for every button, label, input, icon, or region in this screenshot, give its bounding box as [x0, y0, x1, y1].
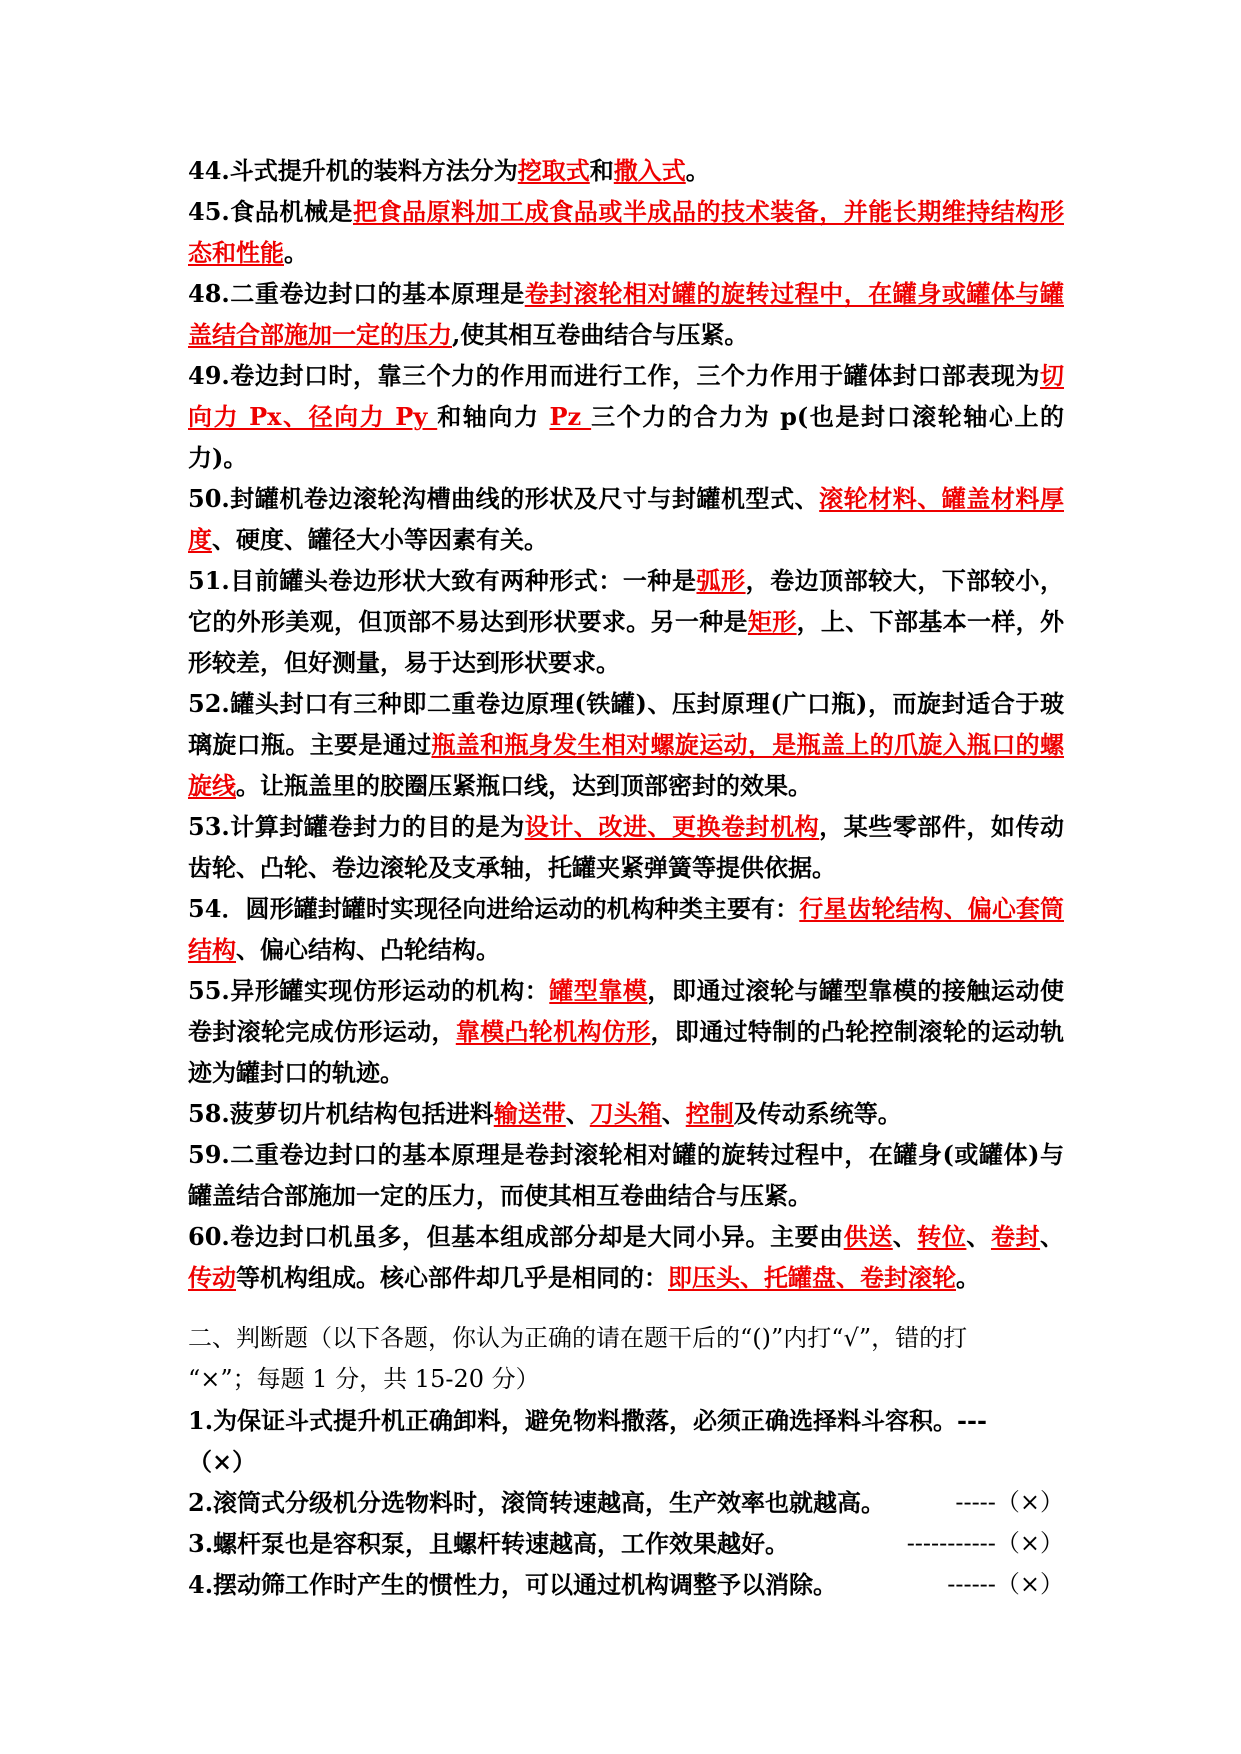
question-text: 等机构组成。核心部件却几乎是相同的：: [236, 1263, 668, 1292]
answer-text: 弧形: [696, 566, 746, 595]
answer-text: 瓶盖和瓶身发生相对螺旋运动，是瓶盖上的爪旋入瓶口的螺旋线: [188, 730, 1065, 800]
question-text: 48.二重卷边封口的基本原理是: [188, 279, 525, 308]
document-page: [188, 150, 1064, 1605]
section-title-cont: “×”；每题 1 分，共 15-20 分）: [188, 1365, 540, 1393]
question-q55: [188, 970, 1064, 1093]
answer-text: Pz: [549, 402, 592, 431]
question-text: 。: [284, 238, 308, 267]
answer-text: 控制: [685, 1099, 734, 1128]
true-false-section: [188, 1400, 1064, 1605]
question-text: 、: [565, 1099, 590, 1128]
judgement-item-tf4: [188, 1564, 1064, 1605]
question-q44: [188, 150, 1064, 191]
question-text: 、偏心结构、凸轮结构。: [236, 935, 500, 964]
answer-text: 挖取式: [517, 156, 590, 185]
judgement-answer: -----（×）: [955, 1488, 1064, 1516]
answer-text: 转位: [917, 1222, 967, 1251]
question-q49: [188, 355, 1064, 478]
answer-text: 撒入式: [613, 156, 686, 185]
answer-text: 供送: [843, 1222, 893, 1251]
question-q58: [188, 1093, 1064, 1134]
question-text: 49.卷边封口时，靠三个力的作用而进行工作，三个力作用于罐体封口部表现为: [188, 361, 1040, 390]
question-text: 。让瓶盖里的胶圈压紧瓶口线，达到顶部密封的效果。: [236, 771, 812, 800]
judgement-answer: -----------（×）: [906, 1529, 1064, 1557]
question-q51: [188, 560, 1064, 683]
question-text: 52.罐头封口有三种即二重卷边原理(铁罐)、压封原理(广口瓶)，而旋封适合于玻璃旋口瓶。主要是通过: [188, 689, 1064, 759]
question-text: 45.食品机械是: [188, 197, 353, 226]
question-q45: [188, 191, 1064, 273]
question-text: ，卷边顶部较大，下部较小，它的外形美观，但顶部不易达到形状要求。另一种是: [188, 566, 1064, 636]
answer-text: 即压头、托罐盘、卷封滚轮: [668, 1263, 956, 1292]
question-text: 44.斗式提升机的装料方法分为: [188, 156, 518, 185]
question-q53: [188, 806, 1064, 888]
answer-text: 卷封: [990, 1222, 1041, 1251]
question-text: 、: [661, 1099, 686, 1128]
judgement-answer: ------（×）: [947, 1570, 1064, 1598]
judgement-item-tf3: [188, 1523, 1064, 1564]
question-text: 三个力的合力为 p(也是封口滚轮轴心上的力)。: [188, 402, 1065, 472]
judgement-text: 3.螺杆泵也是容积泵，且螺杆转速越高，工作效果越好。: [188, 1529, 790, 1558]
question-text: 60.卷边封口机虽多，但基本组成部分却是大同小异。主要由: [188, 1222, 844, 1251]
question-text: 58.菠萝切片机结构包括进料: [188, 1099, 494, 1128]
question-q59: [188, 1134, 1064, 1216]
judgement-answer: （×）: [188, 1447, 257, 1476]
question-text: 及传动系统等。: [733, 1099, 902, 1128]
answer-text: 输送带: [493, 1099, 566, 1128]
judgement-text: 1.为保证斗式提升机正确卸料，避免物料撒落，必须正确选择料斗容积。---: [188, 1406, 987, 1435]
question-text: 、硬度、罐径大小等因素有关。: [212, 525, 548, 554]
question-text: 和: [589, 156, 614, 185]
judgement-text: 2.滚筒式分级机分选物料时，滚筒转速越高，生产效率也就越高。: [188, 1488, 886, 1517]
question-text: 51.目前罐头卷边形状大致有两种形式：一种是: [188, 566, 697, 595]
question-text: 、: [892, 1222, 918, 1251]
question-text: 、: [966, 1222, 991, 1251]
judgement-item-tf2: [188, 1482, 1064, 1523]
answer-text: 传动: [188, 1263, 236, 1292]
question-text: ，上、下部基本一样，外形较差，但好测量，易于达到形状要求。: [188, 607, 1065, 677]
question-q48: [188, 273, 1064, 355]
question-text: 55.异形罐实现仿形运动的机构：: [188, 976, 550, 1005]
question-text: 。: [685, 156, 710, 185]
answer-text: 矩形: [747, 607, 797, 636]
question-text: 59.二重卷边封口的基本原理是卷封滚轮相对罐的旋转过程中，在罐身(或罐体)与罐盖结合部施加一定的压力，而使其相互卷曲结合与压紧。: [188, 1140, 1064, 1210]
answer-text: 切向力 Px、径向力 Py: [188, 361, 1064, 431]
section-title: 二、判断题（以下各题，你认为正确的请在题干后的“()”内打“√”，错的打: [188, 1324, 968, 1352]
answer-text: 设计、改进、更换卷封机构: [524, 812, 820, 841]
answer-text: 滚轮材料、罐盖材料厚度: [188, 484, 1064, 554]
judgement-text: 4.摆动筛工作时产生的惯性力，可以通过机构调整予以消除。: [188, 1570, 838, 1599]
question-q50: [188, 478, 1064, 560]
question-text: ，即通过特制的凸轮控制滚轮的运动轨迹为罐封口的轨迹。: [188, 1017, 1065, 1087]
question-text: 54．圆形罐封罐时实现径向进给运动的机构种类主要有：: [188, 894, 800, 923]
question-text: 和轴向力: [437, 402, 550, 431]
answer-text: 刀头箱: [589, 1099, 662, 1128]
answer-text: 把食品原料加工成食品或半成品的技术装备，并能长期维持结构形态和性能: [188, 197, 1064, 267]
question-text: 、: [1040, 1222, 1065, 1251]
question-text: ,使其相互卷曲结合与压紧。: [452, 320, 749, 349]
question-text: 。: [956, 1263, 980, 1292]
question-text: 50.封罐机卷边滚轮沟槽曲线的形状及尺寸与封罐机型式、: [188, 484, 820, 513]
question-q54: [188, 888, 1064, 970]
question-q60: [188, 1216, 1064, 1298]
judgement-item-tf1: [188, 1400, 1064, 1482]
answer-text: 靠模凸轮机构仿形: [455, 1017, 651, 1046]
answer-text: 行星齿轮结构、偏心套筒结构: [188, 894, 1064, 964]
fill-blank-section: [188, 150, 1064, 1298]
answer-text: 罐型靠模: [549, 976, 648, 1005]
question-text: ，某些零部件，如传动齿轮、凸轮、卷边滚轮及支承轴，托罐夹紧弹簧等提供依据。: [188, 812, 1064, 882]
answer-text: 卷封滚轮相对罐的旋转过程中，在罐身或罐体与罐盖结合部施加一定的压力: [188, 279, 1064, 349]
question-text: 53.计算封罐卷封力的目的是为: [188, 812, 525, 841]
question-q52: [188, 683, 1064, 806]
question-text: ，即通过滚轮与罐型靠模的接触运动使卷封滚轮完成仿形运动，: [188, 976, 1065, 1046]
